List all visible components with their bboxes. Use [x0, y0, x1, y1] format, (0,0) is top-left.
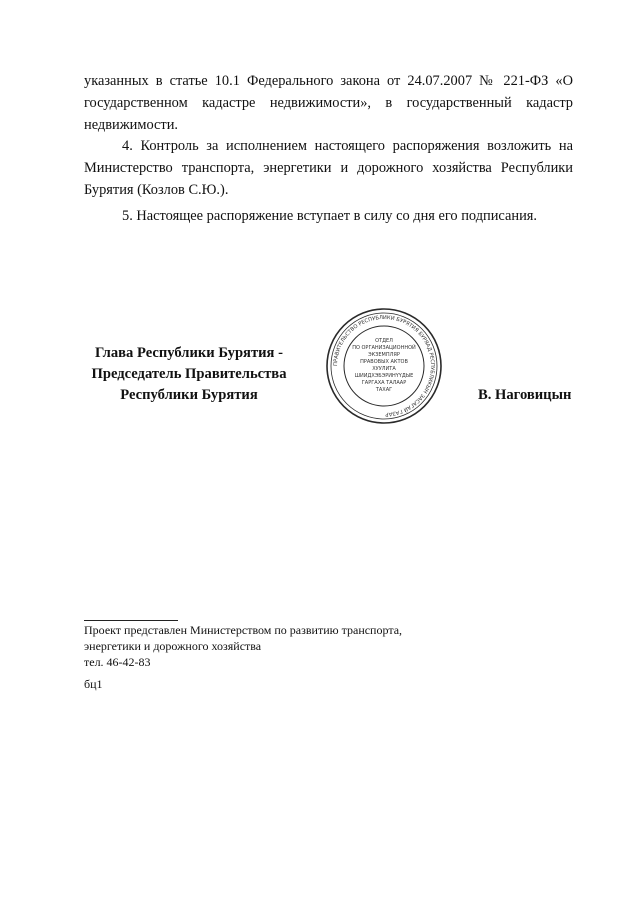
document-code: бц1 [84, 677, 103, 691]
text-line: Бурятия (Козлов С.Ю.). [84, 182, 229, 198]
footnote-phone: тел. 46-42-83 [84, 655, 151, 669]
stamp-center-line: ПО ОРГАНИЗАЦИОННОЙ [352, 345, 416, 351]
stamp-center-line: ТАХАГ [375, 387, 393, 393]
stamp-center-line: ЭКЗЕМПЛЯР [368, 352, 400, 358]
text-line: 4. Контроль за исполнением настоящего распоряжения возложить на [122, 138, 573, 154]
stamp-center-line: ОТДЕЛ [375, 338, 393, 344]
paragraph-effective [84, 205, 573, 227]
signatory-title-line: Республики Бурятия [120, 387, 258, 403]
text-line: 5. Настоящее распоряжение вступает в силу со дня его подписания. [122, 208, 537, 224]
signatory-title-line: Глава Республики Бурятия - [95, 345, 283, 361]
paragraph-control [84, 135, 573, 201]
text-line: Министерство транспорта, энергетики и дорожного хозяйства Республики [84, 160, 573, 176]
text-line: государственном кадастре недвижимости», в государственный кадастр [84, 95, 573, 111]
footnote-line: энергетики и дорожного хозяйства [84, 639, 262, 653]
paragraph-cadastre [84, 70, 573, 136]
footnote [84, 622, 514, 670]
stamp-center-line: ШИИДХЭБЭРИНҮҮДЫЕ [354, 373, 414, 379]
footnote-line: Проект представлен Министерством по развитию транспорта, [84, 623, 403, 637]
stamp-center-line: ПРАВОВЫХ АКТОВ [360, 359, 408, 365]
signatory-title [84, 343, 294, 406]
signatory-title-line: Председатель Правительства [91, 366, 287, 382]
stamp-center-line: ГАРГАХА ТАЛААР [361, 380, 407, 386]
text-line: указанных в статье 10.1 Федерального закона от 24.07.2007 № 221-ФЗ «О [84, 73, 573, 89]
official-stamp [324, 306, 444, 426]
stamp-ring-text: ПРАВИТЕЛЬСТВО РЕСПУБЛИКИ БУРЯТИЯ БУРЯАД РЕСПУБЛИКЫН ЗАСАГАЙ ГАЗАР [332, 314, 436, 418]
signer-name: В. Наговицын [478, 387, 572, 403]
footnote-divider [84, 620, 178, 621]
stamp-center-line: ХУУЛИТА [372, 366, 396, 372]
text-line: недвижимости. [84, 117, 178, 133]
